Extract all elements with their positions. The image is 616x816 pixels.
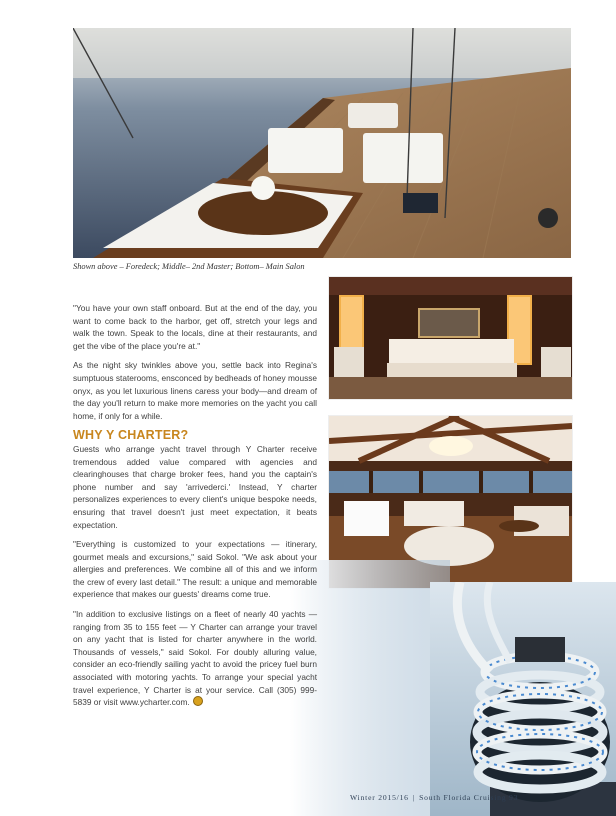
article-paragraph: As the night sky twinkles above you, settle back into Regina's sumptuous staterooms, ensconced by bedheads of honey mousse onyx, as you let luxurious linens caress your body—and dream of the day you'll return to make more memories on the yacht you call home, if only for a while.	[73, 360, 317, 421]
footer-issue: Winter 2015/16	[350, 793, 409, 802]
end-mark-icon	[193, 696, 203, 706]
foredeck-photo	[73, 28, 571, 258]
article-paragraph-last	[73, 608, 317, 709]
page-footer	[350, 793, 518, 802]
article-paragraph: "Everything is customized to your expectations — itinerary, gourmet meals and excursions," said Sokol. "We ask about your allergies and preferences. We combine all of this and we inform the crew of every last detail." The result: a unique and memorable experience that makes our guests' dreams come true.	[73, 539, 317, 600]
article-paragraph: "You have your own staff onboard. But at the end of the day, you want to come back to the harbor, get off, stretch your legs and walk the town. Speak to the locals, dine at their restaurants, and get the vibe of the place you're at."	[73, 303, 317, 351]
master-stateroom-photo	[328, 276, 573, 400]
footer-publication: South Florida Cruising	[419, 793, 507, 802]
article-paragraph-text: "In addition to exclusive listings on a fleet of nearly 40 yachts — ranging from 35 to 155 feet — Y Charter can arrange your travel on any yacht that is listed for charter anywhere in the world. Thousands of vessels," said Sokol. For doubly alluring value, consider an eco-friendly sailing yacht to avoid the pricey fuel burn associated with motoring yachts. To arrange your special yacht travel experience, Y Charter is at your service. Call (305) 999-5839 or visit www.ycharter.com.	[73, 609, 317, 708]
article-paragraph: Guests who arrange yacht travel through Y Charter receive tremendous added value compared with agencies and clearinghouses that charge broker fees, hand you the captain's phone number and say 'arrivederci.' Instead, Y charter personalizes experiences to every client's unique bespoke needs, ensuring that travel doesn't just meet expectation, it beats expectation.	[73, 443, 317, 530]
photo-caption: Shown above – Foredeck; Middle– 2nd Master; Bottom– Main Salon	[73, 262, 305, 271]
section-heading: WHY Y CHARTER?	[73, 428, 189, 443]
article-body	[73, 302, 317, 716]
footer-separator: |	[412, 793, 416, 802]
winch-rope-photo	[430, 582, 616, 816]
page-number: 93	[509, 793, 519, 802]
